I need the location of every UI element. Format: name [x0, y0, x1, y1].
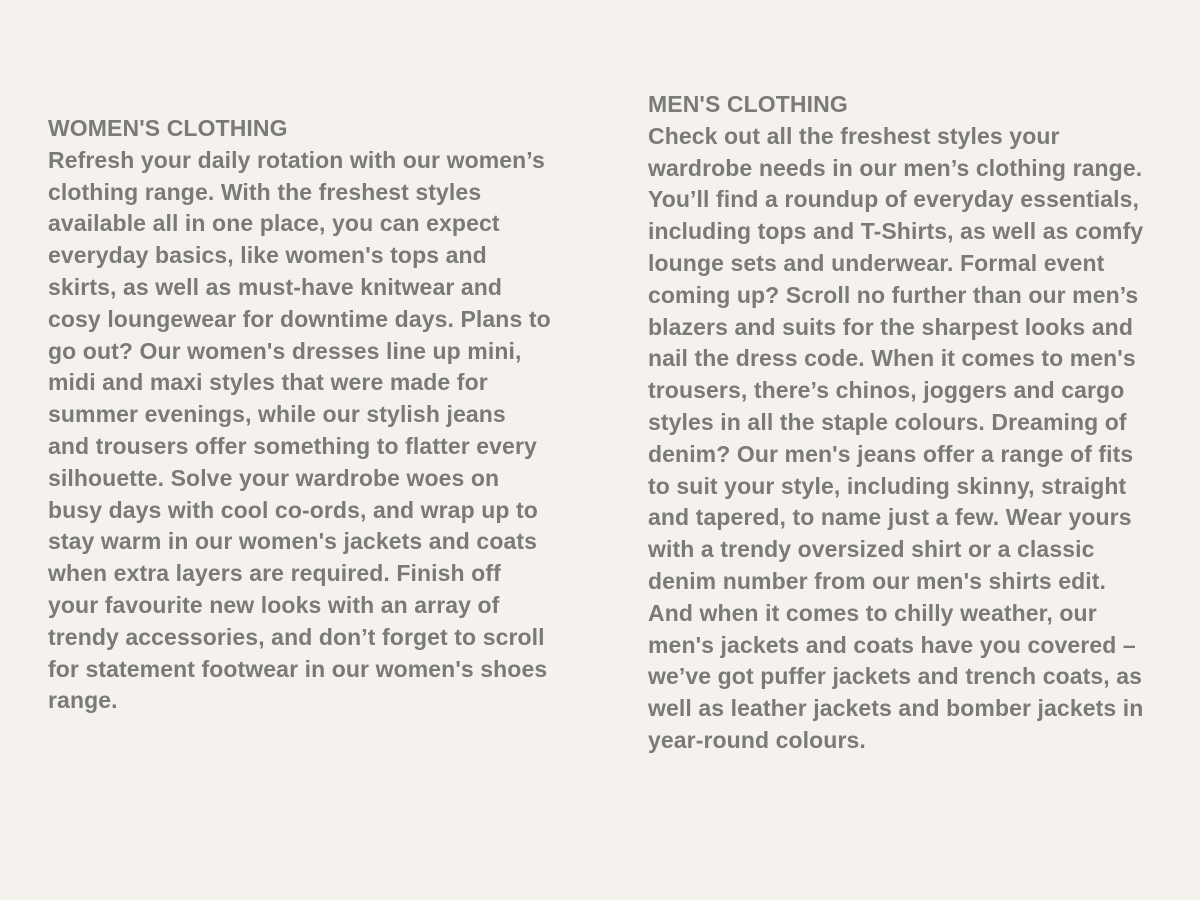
mens-clothing-section: [648, 89, 1153, 757]
womens-clothing-section: [48, 113, 553, 717]
womens-clothing-heading: WOMEN'S CLOTHING: [48, 115, 288, 141]
mens-clothing-heading: MEN'S CLOTHING: [648, 91, 848, 117]
womens-clothing-description: Refresh your daily rotation with our women’s clothing range. With the freshest styles available all in one place, you can expect everyday basics, like women's tops and skirts, as well as must-have knitwear and cosy loungewear for downtime days. Plans to go out? Our women's dresses line up mini, midi and maxi styles that were made for summer evenings, while our stylish jeans and trousers offer something to flatter every silhouette. Solve your wardrobe woes on busy days with cool co-ords, and wrap up to stay warm in our women's jackets and coats when extra layers are required. Finish off your favourite new looks with an array of trendy accessories, and don’t forget to scroll for statement footwear in our women's shoes range.: [48, 146, 551, 714]
mens-clothing-description: Check out all the freshest styles your wardrobe needs in our men’s clothing range. You’ll find a roundup of everyday essentials, including tops and T-Shirts, as well as comfy lounge sets and underwear. Formal event coming up? Scroll no further than our men’s blazers and suits for the sharpest looks and nail the dress code. When it comes to men's trousers, there’s chinos, joggers and cargo styles in all the staple colours. Dreaming of denim? Our men's jeans offer a range of fits to suit your style, including skinny, straight and tapered, to name just a few. Wear yours with a trendy oversized shirt or a classic denim number from our men's shirts edit. And when it comes to chilly weather, our men's jackets and coats have you covered – we’ve got puffer jackets and trench coats, as well as leather jackets and bomber jackets in year-round colours.: [648, 122, 1144, 753]
